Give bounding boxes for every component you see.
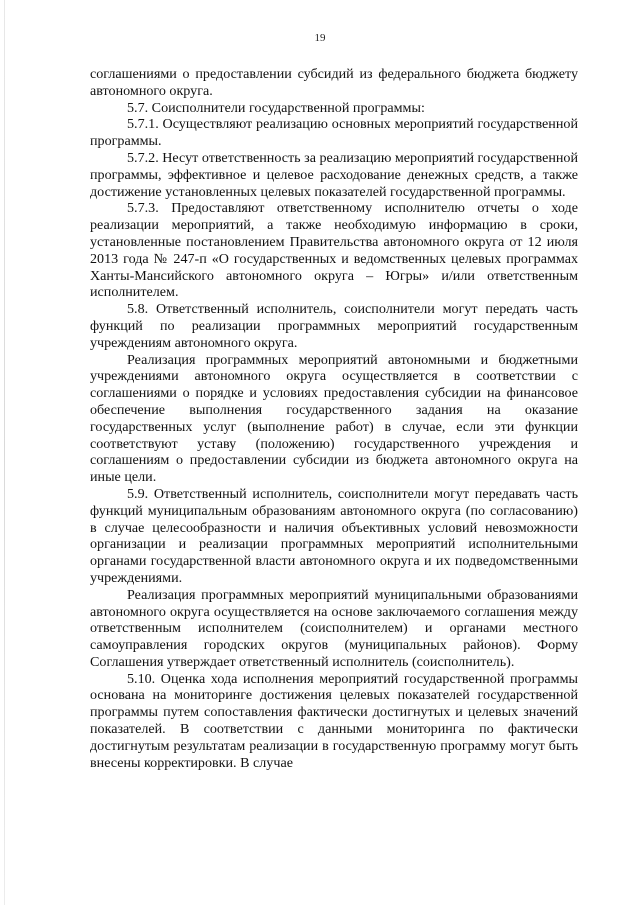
paragraph-5-9-implementation: Реализация программных мероприятий муниципальными образованиями автономного округа осуществляется на основе заключаемого соглашения между ответственным исполнителем (соисполнителем) и органами местного самоуправления городских округов (муниципальных районов). Форму Соглашения утверждает ответственный исполнитель (соисполнитель). — [90, 586, 578, 670]
document-body — [90, 66, 578, 771]
paragraph-5-9: 5.9. Ответственный исполнитель, соисполнители могут передавать часть функций муниципальным образованиям автономного округа (по согласованию) в случае целесообразности и наличия объективных условий невозможности организации и реализации программных мероприятий исполнительными органами государственной власти автономного округа и их подведомственными учреждениями. — [90, 485, 578, 586]
paragraph-5-7-2: 5.7.2. Несут ответственность за реализацию мероприятий государственной программы, эффективное и целевое расходование денежных средств, а также достижение установленных целевых показателей государственной программы. — [90, 149, 578, 200]
paragraph-5-7: 5.7. Соисполнители государственной программы: — [127, 99, 425, 116]
paragraph-continuation: соглашениями о предоставлении субсидий из федерального бюджета бюджету автономного округа. — [90, 66, 578, 99]
paragraph-5-8: 5.8. Ответственный исполнитель, соисполнители могут передать часть функций по реализации программных мероприятий государственным учреждениям автономного округа. — [90, 301, 578, 351]
paragraph-5-7-3: 5.7.3. Предоставляют ответственному исполнителю отчеты о ходе реализации мероприятий, а также необходимую информацию в сроки, установленные постановлением Правительства автономного округа от 12 июля 2013 года № 247-п «О государственных и ведомственных целевых программах Ханты-Мансийского автономного округа – Югры» и/или ответственным исполнителем. — [90, 200, 578, 301]
page-number: 19 — [314, 32, 326, 44]
paragraph-5-10: 5.10. Оценка хода исполнения мероприятий государственной программы основана на мониторинге достижения целевых показателей государственной программы путем сопоставления фактически достигнутых и целевых значений показателей. В соответствии с данными мониторинга по фактически достигнутым результатам реализации в государственную программу могут быть внесены корректировки. В случае — [90, 670, 578, 771]
scan-edge-line — [4, 0, 5, 905]
paragraph-5-8-implementation: Реализация программных мероприятий автономными и бюджетными учреждениями автономного округа осуществляется в соответствии с соглашениями о порядке и условиях предоставления субсидии на финансовое обеспечение выполнения государственного задания на оказание государственных услуг (выполнение работ) в случае, если эти функции соответствуют уставу (положению) государственного учреждения и соглашениям о предоставлении субсидии из бюджета автономного округа на иные цели. — [90, 351, 578, 486]
paragraph-5-7-1: 5.7.1. Осуществляют реализацию основных мероприятий государственной программы. — [90, 116, 578, 150]
